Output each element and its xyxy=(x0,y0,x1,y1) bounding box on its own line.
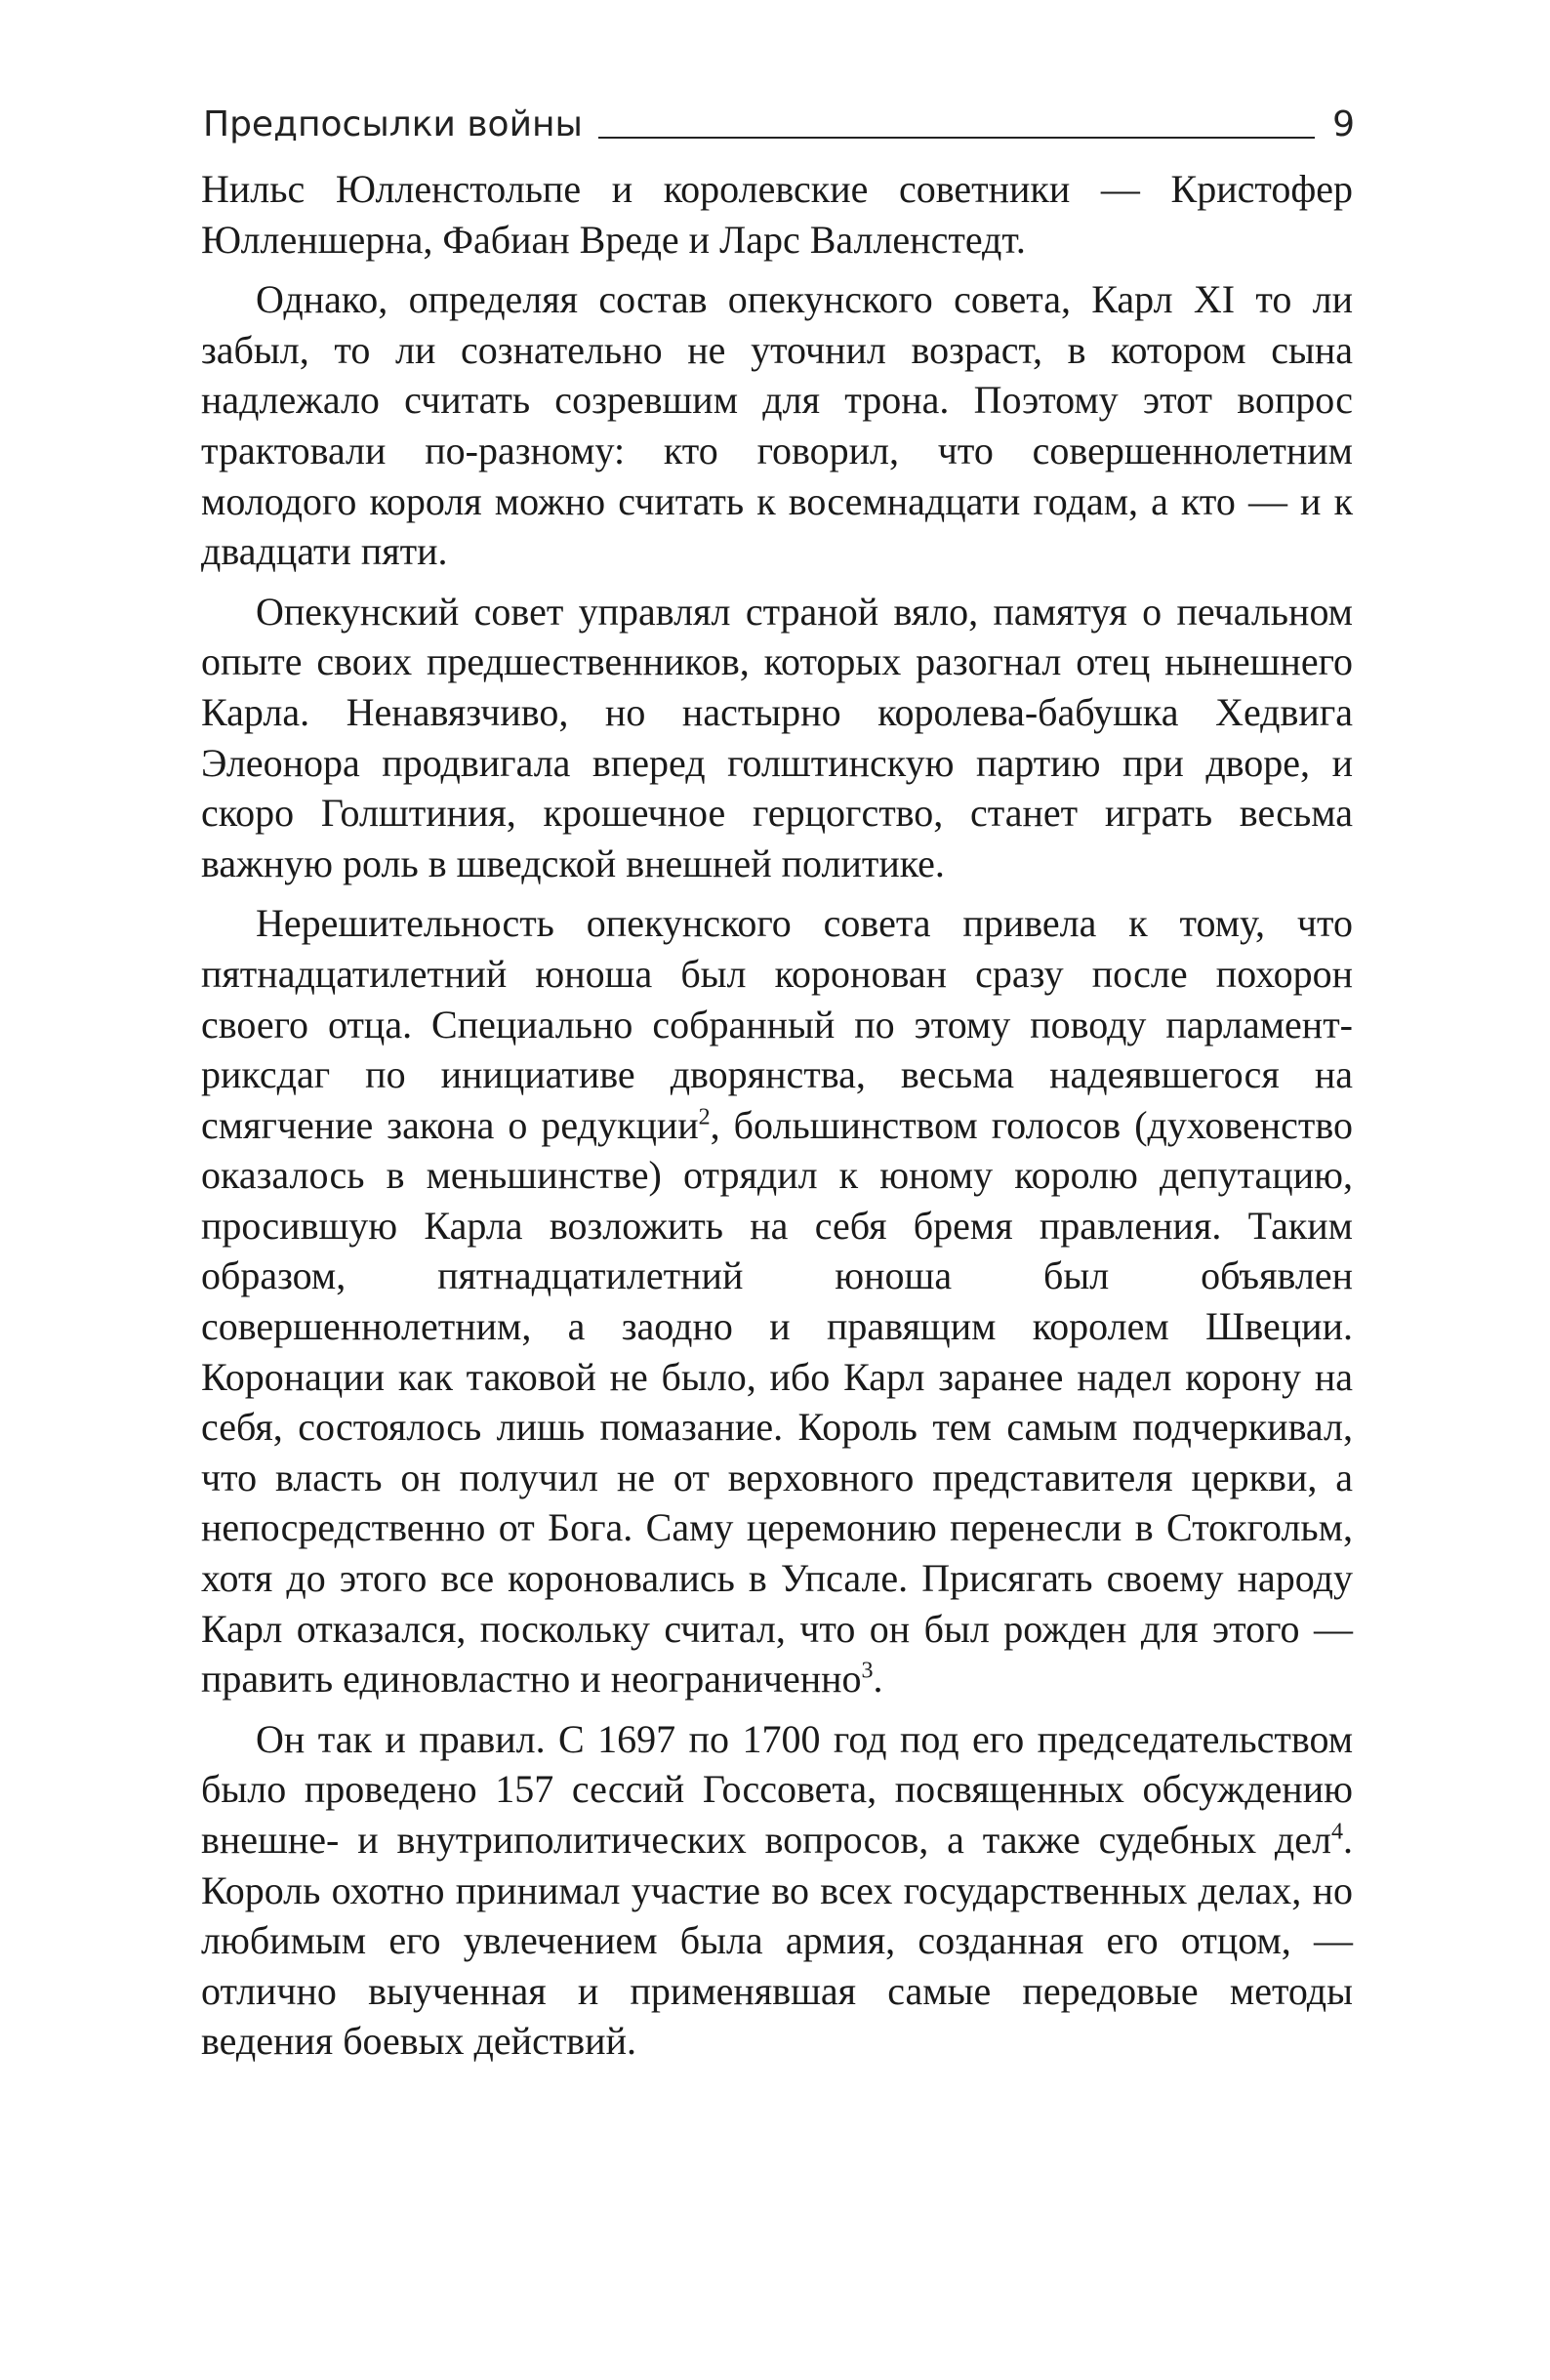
footnote-ref-3[interactable]: 3 xyxy=(861,1658,874,1684)
paragraph-4-text-c: . xyxy=(873,1657,883,1702)
footnote-ref-2[interactable]: 2 xyxy=(698,1104,711,1130)
paragraph-3 xyxy=(201,587,1353,889)
paragraph-4-text-b: , большинством голосов (духовенство оказалось в меньшинстве) отрядил к юному королю депутацию, просившую Карла возложить на себя бремя правления. Таким образом, пятнадцатилетний юноша был объявлен совершеннолетним, а заодно и правящим королем Швеции. Коронации как таковой не было, ибо Карл заранее надел корону на себя, состоялось лишь помазание. Король тем самым подчеркивал, что власть он получил не от верховного представителя церкви, а непосредственно от Бога. Саму церемонию перенесли в Стокгольм, хотя до этого все короновались в Упсале. Присягать своему народу Карл отказался, поскольку считал, что он был рожден для этого — править единовластно и неограниченно xyxy=(201,1102,1354,1702)
body-text xyxy=(201,164,1353,2067)
paragraph-1 xyxy=(201,164,1353,265)
paragraph-2-text: Однако, определяя состав опекунского совета, Карл XI то ли забыл, то ли сознательно не уточнил возраст, в котором сына надлежало считать созревшим для трона. Поэтому этот вопрос трактовали по-разному: кто говорил, что совершеннолетним молодого короля можно считать к восемнадцати годам, а кто — и к двадцати пяти. xyxy=(201,277,1353,574)
running-head-title: Предпосылки войны xyxy=(203,104,583,144)
paragraph-3-text: Опекунский совет управлял страной вяло, памятуя о печальном опыте своих предшественников, которых разогнал отец нынешнего Карла. Ненавязчиво, но настырно королева-бабушка Хедвига Элеонора продвигала вперед голштинскую партию при дворе, и скоро Голштиния, крошечное герцогство, станет играть весьма важную роль в шведской внешней политике. xyxy=(201,589,1353,885)
paragraph-2 xyxy=(201,274,1353,577)
footnote-ref-4[interactable]: 4 xyxy=(1331,1819,1343,1845)
paragraph-5-text-a: Он так и правил. С 1697 по 1700 год под его председательством было проведено 157 сессий Госсовета, посвященных обсуждению внешне- и внутриполитических вопросов, а также судебных дел xyxy=(201,1716,1353,1862)
paragraph-1-text: Нильс Юлленстольпе и королевские советники — Кристофер Юлленшерна, Фабиан Вреде и Ларс Валленстедт. xyxy=(201,167,1353,262)
paragraph-4-text-a: Нерешительность опекунского совета привела к тому, что пятнадцатилетний юноша был коронован сразу после похорон своего отца. Специально собранный по этому поводу парламент-риксдаг по инициативе дворянства, весьма надеявшегося на смягчение закона о редукции xyxy=(201,901,1353,1147)
running-head-rule xyxy=(598,137,1315,139)
running-head xyxy=(203,86,1355,144)
page-number: 9 xyxy=(1332,104,1355,144)
paragraph-5 xyxy=(201,1714,1353,2067)
paragraph-5-text-b: . Король охотно принимал участие во всех государственных делах, но любимым его увлечением была армия, созданная его отцом, — отлично выученная и применявшая самые передовые методы ведения боевых действий. xyxy=(201,1818,1353,2064)
paragraph-4 xyxy=(201,898,1353,1704)
